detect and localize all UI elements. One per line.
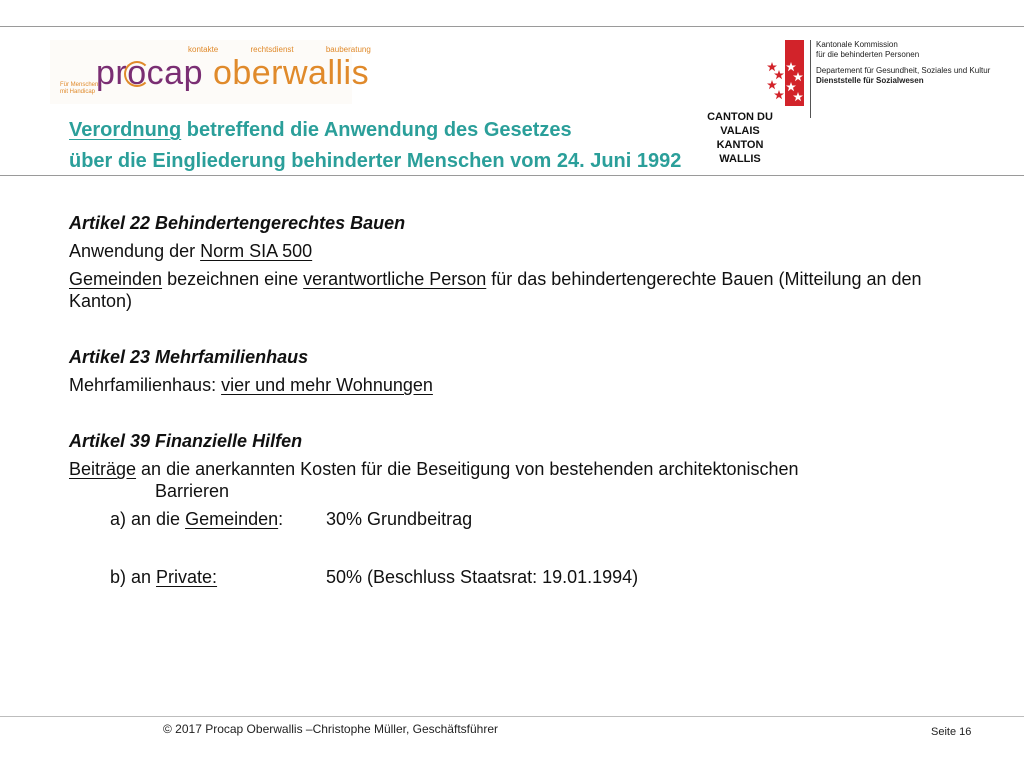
page-title: Verordnung betreffend die Anwendung des Gesetzes über die Eingliederung behinderter Menschen vom 24. Juni 1992 [69,119,682,172]
flag-white-half [766,40,785,106]
title-divider [0,175,1024,176]
footer-copyright: © 2017 Procap Oberwallis –Christophe Müller, Geschäftsführer [163,722,498,736]
art39-heading: Artikel 39 Finanzielle Hilfen [69,431,303,451]
nav-kontakte: kontakte [188,45,219,54]
page-number: Seite 16 [931,726,972,738]
canton-info: Kantonale Kommission für die behinderten Personen Departement für Gesundheit, Soziales und Kultur Dienststelle für Sozialwesen [816,40,991,85]
footer-divider [0,716,1024,717]
logo-nav [188,45,401,54]
art39-line1: Beiträge an die anerkannten Kosten für die Beseitigung von bestehenden architektonischen Barrieren [69,459,799,501]
logo-tagline: Für Menschen mit Handicap [60,82,99,95]
logo-wordmark: procap oberwallis [96,54,370,92]
art22-line1: Anwendung der Norm SIA 500 [69,241,313,261]
art39-item-a: a) an die Gemeinden: 30% Grundbeitrag [110,509,473,529]
art23-line1: Mehrfamilienhaus: vier und mehr Wohnungen [69,375,433,395]
slide-content [69,208,989,588]
logo-ring-icon: o [127,54,147,92]
nav-rechtsdienst: rechtsdienst [250,45,294,54]
art22-line2: Gemeinden bezeichnen eine verantwortliche Person für das behindertengerechte Bauen (Mitteilung an den Kanton) [69,269,922,311]
art22-heading: Artikel 22 Behindertengerechtes Bauen [69,213,406,233]
nav-bauberatung: bauberatung [325,45,371,54]
canton-flag-icon [766,40,804,106]
title-link-verordnung[interactable]: Verordnung [69,119,182,141]
art23-heading: Artikel 23 Mehrfamilienhaus [69,347,309,367]
canton-separator [810,40,811,118]
canton-name: CANTON DU VALAIS KANTON WALLIS [707,111,773,165]
top-divider [0,26,1024,27]
art39-item-b: b) an Private: 50% (Beschluss Staatsrat: 19.01.1994) [110,567,639,587]
